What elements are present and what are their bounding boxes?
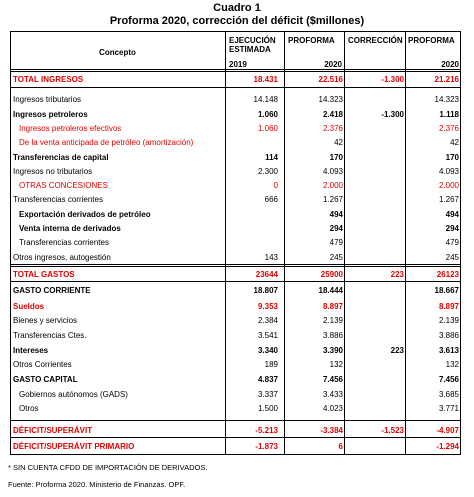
row-label: De la venta anticipada de petróleo (amortización): [19, 138, 194, 147]
row-label: DÉFICIT/SUPERÁVIT: [13, 426, 93, 435]
header-year-2019: 2019: [229, 60, 247, 69]
table-subtitle: Proforma 2020, corrección del déficit ($millones): [109, 15, 365, 27]
table-row: [10, 136, 461, 149]
cell-proforma-2020-corrected: 18.667: [434, 286, 459, 295]
cell-ejecucion-2019: 1.500: [257, 404, 278, 413]
cell-correccion: -1.300: [381, 75, 404, 84]
row-label: GASTO CAPITAL: [13, 375, 78, 384]
section-rule: [10, 437, 461, 438]
section-rule: [10, 87, 461, 88]
cell-ejecucion-2019: 3.340: [257, 346, 278, 355]
table-row: [10, 440, 461, 453]
cell-proforma-2020-corrected: 14.323: [434, 95, 459, 104]
cell-proforma-2020: 294: [329, 224, 343, 233]
header-proforma-corrected: PROFORMA: [408, 36, 455, 45]
row-label: TOTAL GASTOS: [13, 270, 75, 279]
header-ejecucion: EJECUCIÓN: [229, 36, 276, 45]
row-label: Ingresos no tributarios: [13, 167, 93, 176]
cell-proforma-2020-corrected: 21.216: [434, 75, 459, 84]
cell-proforma-2020-corrected: 4.093: [438, 167, 459, 176]
header-correccion: CORRECCIÓN: [348, 36, 403, 45]
header-rule: [10, 69, 461, 72]
cell-proforma-2020-corrected: -1.294: [436, 442, 459, 451]
cell-proforma-2020-corrected: 3.886: [438, 331, 459, 340]
row-label: Ingresos tributarios: [13, 95, 82, 104]
header-proforma: PROFORMA: [288, 36, 335, 45]
cell-proforma-2020-corrected: -4.907: [436, 426, 459, 435]
table-row: [10, 73, 461, 86]
cell-proforma-2020: 14.323: [318, 95, 343, 104]
table-row: [10, 388, 461, 401]
table-row: [10, 236, 461, 249]
row-label: Otros ingresos, autogestión: [13, 253, 111, 262]
table-row: [10, 208, 461, 221]
cell-proforma-2020-corrected: 42: [450, 138, 459, 147]
cell-proforma-2020: 245: [329, 253, 343, 262]
cell-proforma-2020: 3.433: [322, 390, 343, 399]
header-estimada: ESTIMADA: [229, 45, 271, 54]
cell-correccion: 223: [390, 346, 404, 355]
cell-ejecucion-2019: -1.873: [255, 442, 278, 451]
row-label: Ingresos petroleros efectivos: [19, 124, 122, 133]
cell-proforma-2020-corrected: 1.267: [438, 195, 459, 204]
cell-ejecucion-2019: 18.807: [253, 286, 278, 295]
table-row: [10, 300, 461, 313]
cell-proforma-2020: 42: [334, 138, 343, 147]
footnote: * SIN CUENTA CFDD DE IMPORTACIÓN DE DERIVADOS.: [8, 463, 208, 472]
cell-proforma-2020-corrected: 7.456: [438, 375, 459, 384]
cell-ejecucion-2019: 114: [265, 153, 278, 162]
cell-proforma-2020: 2.139: [322, 316, 343, 325]
cell-proforma-2020-corrected: 2.139: [438, 316, 459, 325]
cell-proforma-2020-corrected: 132: [445, 360, 459, 369]
cell-correccion: -1.523: [381, 426, 404, 435]
cell-ejecucion-2019: 3.541: [257, 331, 278, 340]
table-row: [10, 93, 461, 106]
cell-ejecucion-2019: 0: [273, 181, 278, 190]
cell-proforma-2020: 1.267: [322, 195, 343, 204]
row-label: Bienes y servicios: [13, 316, 78, 325]
cell-proforma-2020: 132: [329, 360, 343, 369]
row-label: Otros Corrientes: [13, 360, 72, 369]
table-row: [10, 122, 461, 135]
cell-proforma-2020: 494: [329, 210, 343, 219]
section-rule: [10, 281, 461, 282]
table-row: [10, 251, 461, 264]
cell-ejecucion-2019: 1.060: [257, 124, 278, 133]
cell-correccion: -1.300: [381, 110, 404, 119]
cell-proforma-2020-corrected: 26123: [436, 270, 459, 279]
cell-proforma-2020-corrected: 8.897: [438, 302, 459, 311]
cell-ejecucion-2019: 143: [264, 253, 278, 262]
table-row: [10, 424, 461, 437]
cell-proforma-2020: 3.390: [322, 346, 343, 355]
cell-proforma-2020: 7.456: [322, 375, 343, 384]
row-label: DÉFICIT/SUPERÁVIT PRIMARIO: [13, 442, 135, 451]
row-label: Ingresos petroleros: [13, 110, 88, 119]
row-label: Transferencias corrientes: [13, 195, 103, 204]
table-row: [10, 402, 461, 415]
cell-proforma-2020: 479: [329, 238, 343, 247]
row-label: Otros: [19, 404, 39, 413]
cell-ejecucion-2019: 3.337: [257, 390, 278, 399]
cell-correccion: 223: [390, 270, 404, 279]
cell-proforma-2020: 170: [329, 153, 343, 162]
cell-proforma-2020-corrected: 2.000: [438, 181, 459, 190]
section-rule: [10, 264, 461, 267]
cell-proforma-2020-corrected: 494: [445, 210, 459, 219]
table-row: [10, 329, 461, 342]
cell-proforma-2020: 25900: [320, 270, 343, 279]
cell-proforma-2020: 6: [338, 442, 343, 451]
cell-ejecucion-2019: 1.060: [257, 110, 278, 119]
row-label: Exportación derivados de petróleo: [19, 210, 151, 219]
table-title: Cuadro 1: [213, 2, 261, 14]
cell-proforma-2020: 18.444: [318, 286, 343, 295]
cell-ejecucion-2019: -5.213: [255, 426, 278, 435]
cell-proforma-2020: 4.023: [322, 404, 343, 413]
table-row: [10, 165, 461, 178]
cell-ejecucion-2019: 2.384: [257, 316, 278, 325]
cell-proforma-2020: 2.376: [322, 124, 343, 133]
cell-proforma-2020: 4.093: [322, 167, 343, 176]
cell-ejecucion-2019: 189: [264, 360, 278, 369]
cell-proforma-2020-corrected: 479: [445, 238, 459, 247]
section-rule: [10, 420, 461, 421]
row-label: OTRAS CONCESIONES: [19, 181, 108, 190]
row-label: TOTAL INGRESOS: [13, 75, 84, 84]
cell-proforma-2020-corrected: 3.771: [438, 404, 459, 413]
table-row: [10, 268, 461, 281]
cell-proforma-2020: 3.886: [322, 331, 343, 340]
cell-proforma-2020-corrected: 170: [445, 153, 459, 162]
table-row: [10, 284, 461, 297]
cell-ejecucion-2019: 4.837: [257, 375, 278, 384]
row-label: Venta interna de derivados: [19, 224, 121, 233]
cell-proforma-2020-corrected: 245: [445, 253, 459, 262]
cell-proforma-2020: 8.897: [322, 302, 343, 311]
row-label: Transferencias Ctes.: [13, 331, 87, 340]
row-label: Transferencias de capital: [13, 153, 109, 162]
cell-ejecucion-2019: 23644: [255, 270, 278, 279]
cell-ejecucion-2019: 9.353: [257, 302, 278, 311]
cell-ejecucion-2019: 14.148: [253, 95, 278, 104]
table-row: [10, 314, 461, 327]
table-row: [10, 344, 461, 357]
header-concept: Concepto: [99, 48, 136, 57]
cell-proforma-2020: -3.384: [320, 426, 343, 435]
cell-ejecucion-2019: 2.300: [257, 167, 278, 176]
row-label: Transferencias corrientes: [19, 238, 109, 247]
row-label: Sueldos: [13, 302, 45, 311]
cell-proforma-2020-corrected: 1.118: [439, 110, 459, 119]
cell-proforma-2020: 2.418: [322, 110, 343, 119]
source-note: Fuente: Proforma 2020. Ministerio de Finanzas. OPF.: [8, 480, 186, 489]
cell-proforma-2020: 2.000: [322, 181, 343, 190]
cell-proforma-2020-corrected: 2.376: [438, 124, 459, 133]
cell-ejecucion-2019: 18.431: [253, 75, 278, 84]
cell-proforma-2020-corrected: 3.613: [438, 346, 459, 355]
cell-proforma-2020-corrected: 3.685: [438, 390, 459, 399]
table-row: [10, 179, 461, 192]
row-label: GASTO CORRIENTE: [13, 286, 91, 295]
row-label: Intereses: [13, 346, 49, 355]
header-year-2020-corrected: 2020: [441, 60, 459, 69]
table-row: [10, 151, 461, 164]
table-row: [10, 373, 461, 386]
cell-ejecucion-2019: 666: [264, 195, 278, 204]
header-year-2020: 2020: [324, 60, 342, 69]
table-row: [10, 222, 461, 235]
cell-proforma-2020: 22.516: [318, 75, 343, 84]
cell-proforma-2020-corrected: 294: [445, 224, 459, 233]
row-label: Gobiernos autónomos (GADS): [19, 390, 128, 399]
table-row: [10, 358, 461, 371]
table-row: [10, 193, 461, 206]
table-row: [10, 108, 461, 121]
